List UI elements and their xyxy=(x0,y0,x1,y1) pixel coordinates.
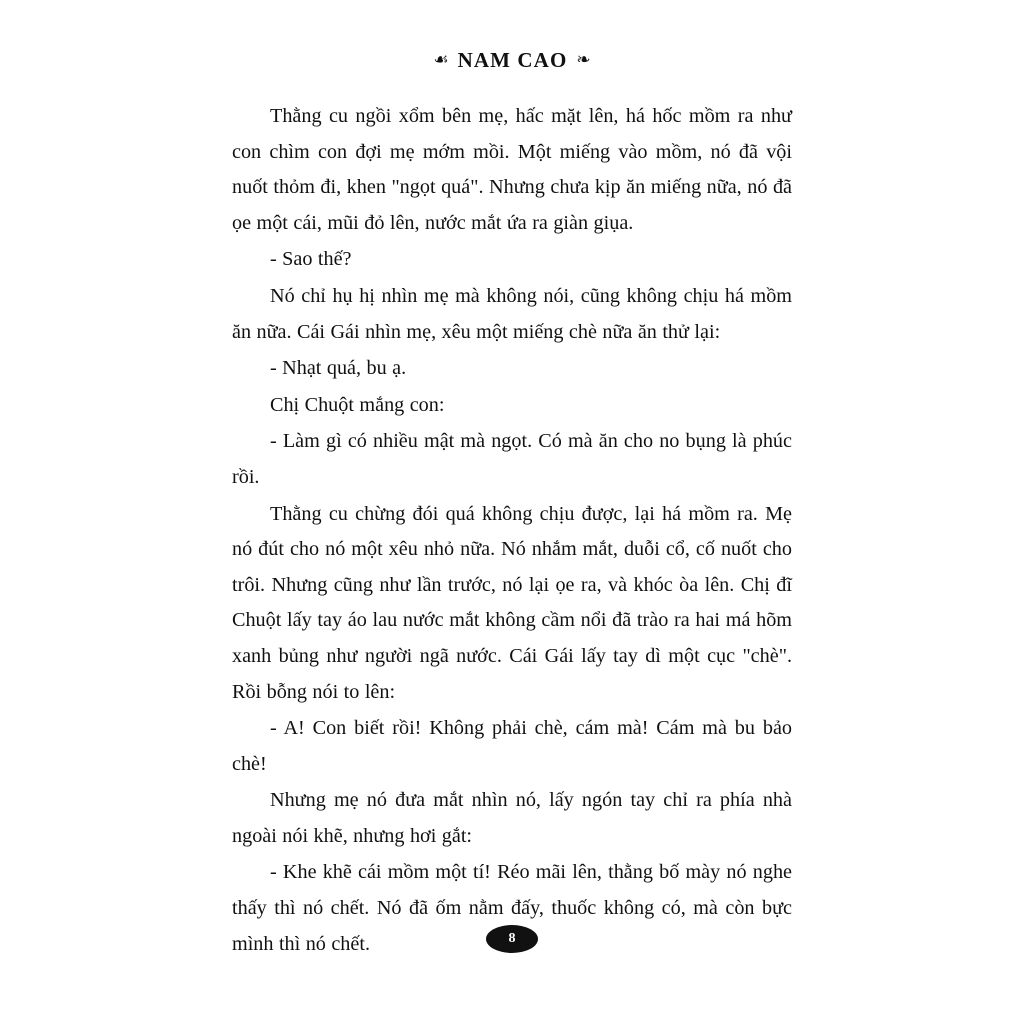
paragraph: - Nhạt quá, bu ạ. xyxy=(270,357,407,380)
ornament-left-icon: ☙ xyxy=(433,50,449,69)
body-text xyxy=(232,99,792,962)
running-head xyxy=(232,48,792,73)
paragraph: Chị Chuột mắng con: xyxy=(270,393,445,416)
paragraph: Nó chỉ hụ hị nhìn mẹ mà không nói, cũng không chịu há mồm ăn nữa. Cái Gái nhìn mẹ, xêu một miếng chè nữa ăn thử lại: xyxy=(232,284,792,343)
page-content xyxy=(232,48,792,963)
page-number: 8 xyxy=(486,925,538,953)
paragraph: - A! Con biết rồi! Không phải chè, cám mà! Cám mà bu bảo chè! xyxy=(232,717,792,775)
paragraph: Nhưng mẹ nó đưa mắt nhìn nó, lấy ngón tay chỉ ra phía nhà ngoài nói khẽ, nhưng hơi gắt: xyxy=(232,789,792,847)
running-head-title: NAM CAO xyxy=(457,48,568,72)
page-folio xyxy=(0,925,1024,953)
paragraph: Thằng cu chừng đói quá không chịu được, lại há mồm ra. Mẹ nó đút cho nó một xêu nhỏ nữa. Nó nhắm mắt, duỗi cổ, cố nuốt cho trôi. Nhưng cũng như lần trước, nó lại ọe ra, và khóc òa lên. Chị đĩ Chuột lấy tay áo lau nước mắt không cầm nổi đã trào ra hai má hõm xanh bủng như người ngã nước. Cái Gái lấy tay dì một cục "chè". Rồi bỗng nói to lên: xyxy=(232,502,792,703)
paragraph: - Khe khẽ cái mồm một tí! Réo mãi lên, thằng bố mày nó nghe thấy thì nó chết. Nó đã ốm nằm đấy, thuốc không có, mà còn bực mình thì nó chết. xyxy=(232,861,792,955)
paragraph: - Sao thế? xyxy=(270,248,352,271)
ornament-right-icon: ❧ xyxy=(576,50,591,69)
paragraph: Thằng cu ngồi xổm bên mẹ, hấc mặt lên, há hốc mồm ra như con chìm con đợi mẹ mớm mồi. Một miếng vào mồm, nó đã vội nuốt thỏm đi, khen "ngọt quá". Nhưng chưa kịp ăn miếng nữa, nó đã ọe một cái, mũi đỏ lên, nước mắt ứa ra giàn giụa. xyxy=(232,105,792,234)
paragraph: - Làm gì có nhiều mật mà ngọt. Có mà ăn cho no bụng là phúc rồi. xyxy=(232,430,792,488)
